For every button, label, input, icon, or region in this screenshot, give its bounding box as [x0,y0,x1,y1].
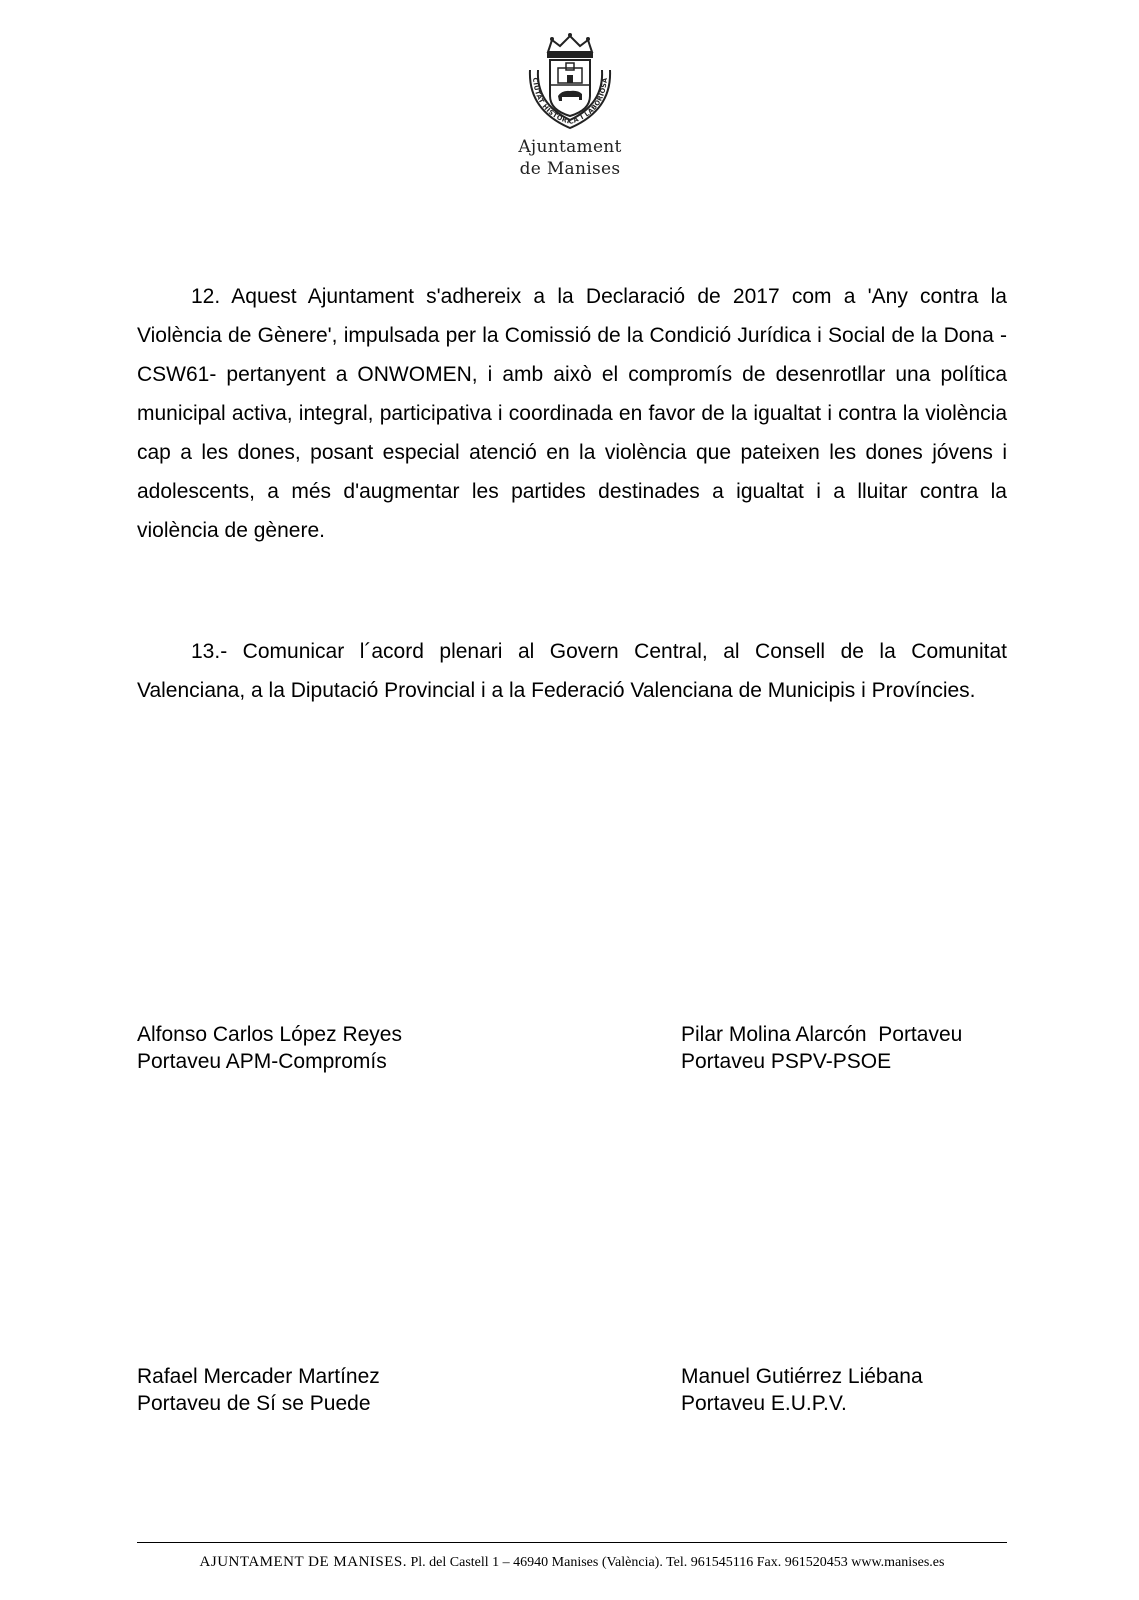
municipal-logo [505,30,635,179]
signatory-role: Portaveu de Sí se Puede [137,1392,371,1415]
coat-of-arms-icon [520,30,620,135]
signatory-role: Portaveu APM-Compromís [137,1050,387,1073]
svg-text:CIUTAT HISTÒRICA I LABORIOSA: CIUTAT HISTÒRICA I LABORIOSA [531,77,609,127]
footer-divider [137,1542,1007,1543]
logo-line2: de Manises [519,159,621,179]
footer-details: Pl. del Castell 1 – 46940 Manises (València). Tel. 961545116 Fax. 961520453 www.manises.es [410,1555,945,1570]
footer [137,1554,1007,1571]
signature-block [681,1021,962,1075]
signatory-name: Pilar Molina Alarcón Portaveu [681,1023,963,1046]
footer-org: AJUNTAMENT DE MANISES. [199,1554,407,1570]
paragraph-13: 13.- Comunicar l´acord plenari al Govern Central, al Consell de la Comunitat Valenciana, a la Diputació Provincial i a la Federació Valenciana de Municipis i Províncies. [137,640,1007,702]
signature-block [681,1363,923,1417]
signatory-name: Manuel Gutiérrez Liébana [681,1365,923,1388]
logo-line1: Ajuntament [518,137,622,157]
signatory-name: Alfonso Carlos López Reyes [137,1023,402,1046]
paragraph-12: 12. Aquest Ajuntament s'adhereix a la Declaració de 2017 com a 'Any contra la Violència de Gènere', impulsada per la Comissió de la Condició Jurídica i Social de la Dona -CSW61- pertanyent a ONWOMEN, i amb això el compromís de desenrotllar una política municipal activa, integral, participativa i coordinada en favor de la igualtat i contra la violència cap a les dones, posant especial atenció en la violència que pateixen les dones jóvens i adolescents, a més d'augmentar les partides destinades a igualtat i a lluitar contra la violència de gènere. [137,285,1007,542]
signature-block [137,1363,380,1417]
signature-block [137,1021,402,1075]
signatory-role: Portaveu E.U.P.V. [681,1392,847,1415]
signatory-name: Rafael Mercader Martínez [137,1365,380,1388]
signatory-role: Portaveu PSPV-PSOE [681,1050,892,1073]
